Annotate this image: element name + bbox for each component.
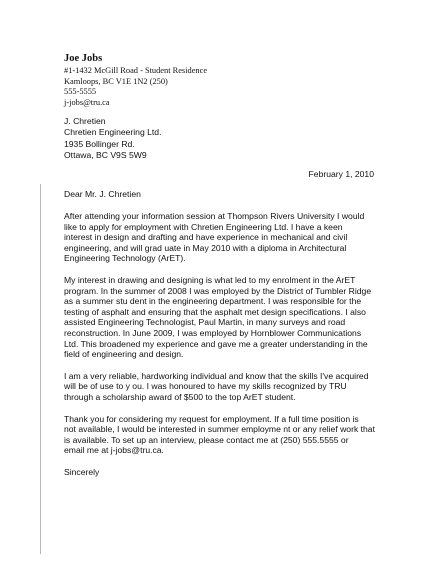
recipient-street: 1935 Bollinger Rd. bbox=[64, 138, 135, 149]
recipient-company: Chretien Engineering Ltd. bbox=[64, 127, 162, 138]
paragraph-line: Ltd. This broadened my experience and gave me a greater understanding in the bbox=[64, 338, 368, 349]
sender-block bbox=[64, 52, 394, 108]
paragraph-line: engineering, and will grad uate in May 2010 with a diploma in Architectural bbox=[64, 242, 347, 253]
paragraph-line: interest in design and drafting and have experience in mechanical and civil bbox=[64, 232, 348, 243]
letter-date: February 1, 2010 bbox=[308, 169, 374, 179]
paragraph-experience bbox=[64, 275, 394, 360]
salutation: Dear Mr. J. Chretien bbox=[64, 189, 141, 199]
paragraph-line: through a scholarship award of $500 to the top ArET student. bbox=[64, 391, 296, 402]
paragraph-line: reconstruction. In June 2009, I was employed by Hornblower Communications bbox=[64, 327, 362, 338]
letter-body bbox=[64, 189, 394, 478]
paragraph-line: Engineering Technology (ArET). bbox=[64, 253, 186, 264]
paragraph-line: After attending your information session at Thompson Rivers University I would bbox=[64, 211, 365, 221]
sender-phone-line: 555-5555 bbox=[64, 87, 97, 96]
recipient-name: J. Chretien bbox=[64, 116, 106, 126]
sender-city-line: Kamloops, BC V1E 1N2 (250) bbox=[64, 76, 168, 86]
paragraph-line: as a summer stu dent in the engineering department. I was responsible for the bbox=[64, 296, 362, 307]
paragraph-line: I am a very reliable, hardworking individual and know that the skills I've acquired bbox=[64, 370, 369, 381]
paragraph-line: Thank you for considering my request for employment. If a full time position is bbox=[64, 413, 359, 424]
paragraph-thanks bbox=[64, 414, 394, 456]
sender-name: Joe Jobs bbox=[64, 53, 103, 64]
paragraph-intro bbox=[64, 211, 394, 264]
sender-address-line: #1-1432 McGill Road - Student Residence bbox=[64, 66, 208, 75]
paragraph-skills bbox=[64, 371, 394, 403]
paragraph-line: My interest in drawing and designing is what led to my enrolment in the ArET bbox=[64, 274, 356, 285]
sender-email-line: j-jobs@tru.ca bbox=[64, 97, 110, 107]
paragraph-line: like to apply for employment with Chretien Engineering Ltd. I have a keen bbox=[64, 221, 343, 232]
paragraph-line: program. In the summer of 2008 I was employed by the District of Tumbler Ridge bbox=[64, 285, 372, 296]
paragraph-line: is available. To set up an interview, please contact me at (250) 555.5555 or bbox=[64, 434, 349, 445]
margin-rule bbox=[40, 184, 41, 554]
recipient-city: Ottawa, BC V9S 5W9 bbox=[64, 149, 147, 160]
paragraph-line: will be of use to y ou. I was honoured to have my skills recognized by TRU bbox=[64, 381, 347, 392]
closing: Sincerely bbox=[64, 466, 100, 477]
paragraph-line: testing of asphalt and ensuring that the asphalt met design specifications. I also bbox=[64, 306, 366, 317]
paragraph-line: field of engineering and design. bbox=[64, 349, 184, 360]
recipient-block bbox=[64, 116, 394, 161]
paragraph-line: email me at j-jobs@tru.ca. bbox=[64, 445, 164, 456]
paragraph-line: not available, I would be interested in summer employme nt or any relief work that bbox=[64, 424, 375, 435]
paragraph-line: assisted Engineering Technologist, Paul Martin, in many surveys and road bbox=[64, 317, 346, 328]
